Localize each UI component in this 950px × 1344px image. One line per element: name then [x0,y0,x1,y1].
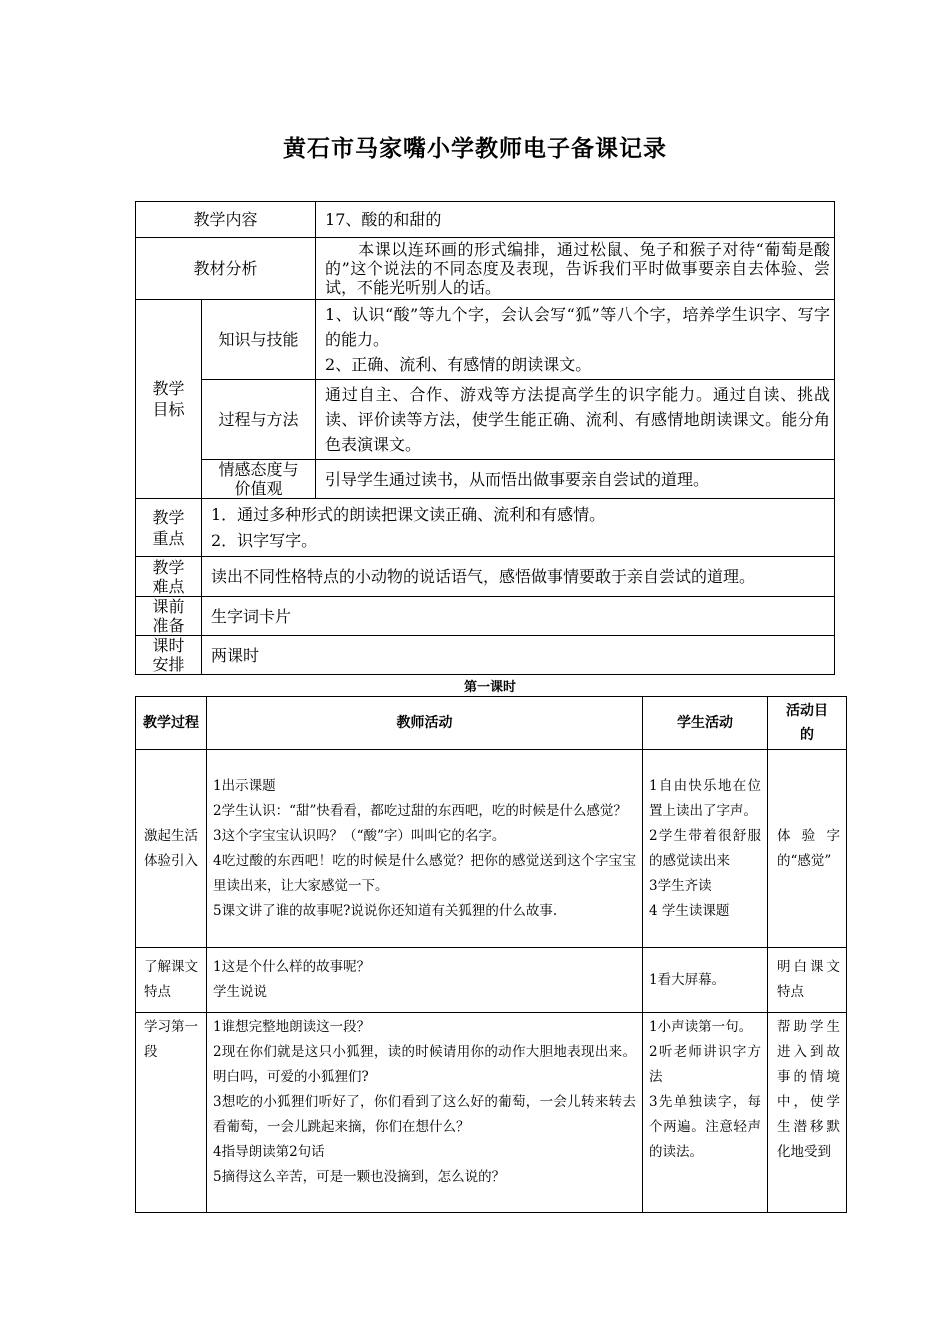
key-label-text: 教学重点 [152,507,185,548]
section-title: 第一课时 [463,680,516,695]
analysis-value: 本课以连环画的形式编排，通过松鼠、兔子和猴子对待“葡萄是酸的”这个说法的不同态度及表现，告诉我们平时做事要亲自去体验、尝试，不能光听别人的话。 [316,238,835,300]
header-teacher: 教师活动 [207,697,643,750]
student-line: 3先单独读字，每个两遍。注意轻声的读法。 [649,1094,761,1160]
key-line-1: 1．通过多种形式的朗读把课文读正确、流利和有感情。 [211,504,606,524]
content-value: 17、酸的和甜的 [316,202,835,238]
table-row [136,1013,847,1213]
student-line: 1自由快乐地在位置上读出了字声。 [649,777,761,819]
teacher-line: 2学生认识：“甜”快看看，都吃过甜的东西吧，吃的时候是什么感觉？ [213,802,627,819]
emotion-value: 引导学生通过读书，从而悟出做事要亲自尝试的道理。 [316,460,835,499]
teacher-line: 4吃过酸的东西吧！吃的时候是什么感觉？把你的感觉送到这个字宝宝里读出来，让大家感觉一下。 [213,852,636,894]
knowledge-line-1: 1、认识“酸”等九个字，会认会写“狐”等八个字，培养学生识字、写字的能力。 [325,305,831,349]
student-cell [643,750,768,948]
page-title: 黄石市马家嘴小学教师电子备课记录 [283,136,667,162]
student-line: 2学生带着很舒服的感觉读出来 [649,827,761,869]
teacher-line: 3这个字宝宝认识吗？（“酸”字）叫叫它的名字。 [213,827,506,844]
knowledge-label: 知识与技能 [202,300,316,380]
purpose-cell: 帮助学生进入到故事的情境中，使学生潜移默化地受到 [768,1013,847,1213]
teacher-line: 2现在你们就是这只小狐狸，读的时候请用你的动作大胆地表现出来。明白吗，可爱的小狐狸们? [213,1044,636,1085]
prep-label [136,597,202,636]
purpose-cell: 明白课文特点 [768,948,847,1013]
schedule-label [136,636,202,675]
difficult-value: 读出不同性格特点的小动物的说话语气，感悟做事情要敢于亲自尝试的道理。 [202,557,835,597]
student-line: 4 学生读课题 [649,902,730,919]
emotion-label-text: 情感态度与价值观 [218,460,299,498]
schedule-row [136,636,835,675]
stage-cell: 学习第一段 [136,1013,207,1213]
knowledge-value [316,300,835,380]
student-cell [643,948,768,1013]
stage-cell: 了解课文特点 [136,948,207,1013]
teacher-line: 1这是个什么样的故事呢？ [213,959,371,975]
lesson-info-table [135,201,835,675]
analysis-label: 教材分析 [136,238,316,300]
teacher-line: 5课文讲了谁的故事呢?说说你还知道有关狐狸的什么故事. [213,902,558,919]
teacher-cell [207,1013,643,1213]
emotion-label [202,460,316,499]
content-label: 教学内容 [136,202,316,238]
difficult-row [136,557,835,597]
teacher-line: 3想吃的小狐狸们听好了，你们看到了这么好的葡萄，一会儿转来转去看葡萄，一会儿跳起来摘，你们在想什么？ [213,1094,636,1135]
key-line-2: 2．识字写字。 [211,530,318,550]
prep-value: 生字词卡片 [202,597,835,636]
teacher-line: 学生说说 [213,984,267,1000]
process-value: 通过自主、合作、游戏等方法提高学生的识字能力。通过自读、挑战读、评价读等方法，使学生能正确、流利、有感情地朗读课文。能分角色表演课文。 [316,380,835,460]
goals-label [136,300,202,499]
difficult-label [136,557,202,597]
knowledge-line-2: 2、正确、流利、有感情的朗读课文。 [325,355,592,374]
key-label [136,499,202,557]
student-line: 1看大屏幕。 [649,971,726,988]
content-row [136,202,835,238]
prep-label-text: 课前准备 [152,597,185,635]
teacher-line: 4指导朗读第2句话 [213,1144,325,1160]
process-row [136,380,835,460]
teacher-cell [207,750,643,948]
lesson-process-table [135,696,847,1213]
process-header-row [136,697,847,750]
process-label: 过程与方法 [202,380,316,460]
difficult-label-text: 教学难点 [152,557,185,596]
header-purpose [768,697,847,750]
key-value [202,499,835,557]
prep-row [136,597,835,636]
teacher-line: 1谁想完整地朗读这一段？ [213,1019,371,1035]
header-purpose-text: 活动目的 [786,703,828,743]
purpose-cell: 体验字的“感觉” [768,750,847,948]
emotion-row [136,460,835,499]
student-line: 1小声读第一句。 [649,1019,753,1035]
knowledge-row [136,300,835,380]
schedule-label-text: 课时安排 [152,636,185,674]
header-student: 学生活动 [643,697,768,750]
table-row [136,948,847,1013]
teacher-line: 1出示课题 [213,777,276,794]
header-process-text: 教学过程 [143,715,199,731]
goals-label-text: 教学目标 [152,379,185,419]
teacher-line: 5摘得这么辛苦，可是一颗也没摘到，怎么说的？ [213,1169,506,1185]
student-line: 3学生齐读 [649,877,712,894]
analysis-row [136,238,835,300]
stage-cell: 激起生活体验引入 [136,750,207,948]
student-cell [643,1013,768,1213]
schedule-value: 两课时 [202,636,835,675]
student-line: 2听老师讲识字方法 [649,1044,761,1085]
key-row [136,499,835,557]
table-row [136,750,847,948]
header-process [136,697,207,750]
teacher-cell [207,948,643,1013]
